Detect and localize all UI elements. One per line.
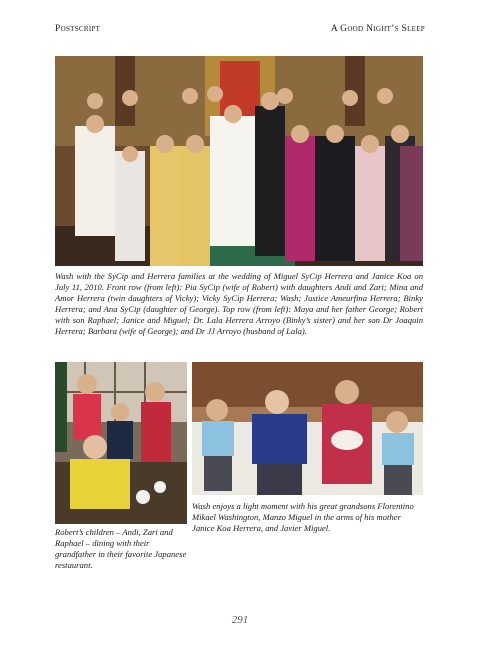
- running-header: [55, 24, 425, 38]
- header-section-title: Postscript: [55, 24, 101, 34]
- wedding-group-photo: [55, 56, 423, 266]
- dining-photo-caption: Robert’s children – Andi, Zari and Raphael – dining with their grandfather in their favorite Japanese restaurant.: [55, 527, 187, 570]
- header-chapter-title: A Good Night’s Sleep: [330, 24, 425, 34]
- wedding-photo-caption: Wash with the SyCip and Herrera families at the wedding of Miguel SyCip Herrera and Janice Koa on July 11, 2010. Front row (from left): Pia SyCip (wife of Robert) with daughters Andi and Zari; Mina and Amor Herrera (twin daughters of Vicky); Vicky SyCip Herrera; Wash; Justice Ameurfina Herrera; Binky Herrera; and Ana SyCip (daughter of George). Top row (from left): Maya and her father George; Robert with son Raphael; Janice and Miguel; Dr. Lala Herrera Arroyo (Binky’s sister) and her son Dr Joaquin Herrera; Barbara (wife of George); and Dr JJ Arroyo (husband of Lala).: [55, 271, 423, 336]
- page-number: 291: [231, 614, 249, 626]
- great-grandsons-photo-caption: Wash enjoys a light moment with his great grandsons Florentino Mikael Washington, Manzo Miguel in the arms of his mother Janice Koa Herrera, and Javier Miguel.: [192, 501, 414, 533]
- great-grandsons-photo: [192, 362, 423, 495]
- restaurant-dining-photo: [55, 362, 187, 524]
